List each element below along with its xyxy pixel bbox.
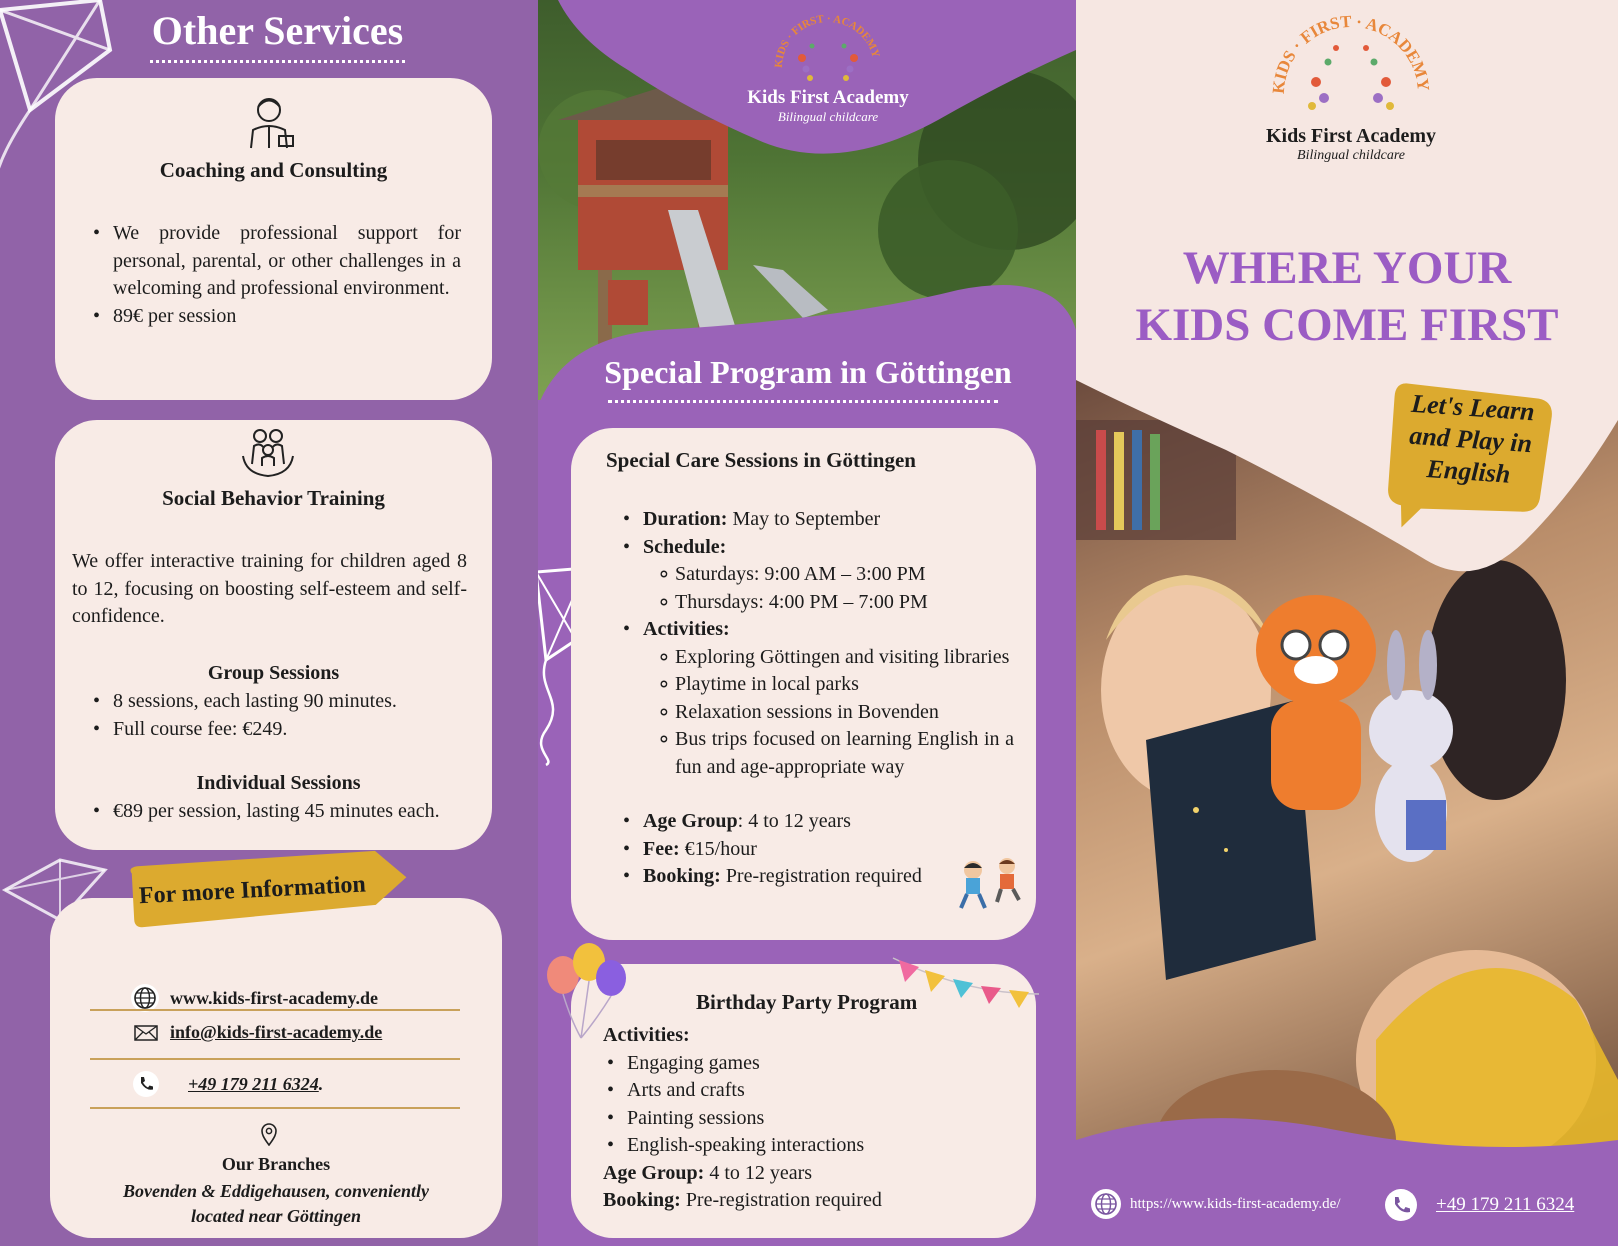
running-kids-icon: [951, 856, 1031, 916]
logo-rainbow-icon: [1266, 2, 1436, 122]
birthday-card: [571, 964, 1036, 1238]
booking-label: Booking:: [643, 865, 721, 887]
footer-blob-shape: [1076, 1110, 1618, 1246]
family-hands-icon: [240, 428, 296, 480]
logo-rainbow-icon: [768, 6, 888, 86]
birthday-booking-label: Booking:: [603, 1189, 681, 1211]
footer-phone-link[interactable]: +49 179 211 6324: [1436, 1194, 1575, 1215]
schedule-item: ∘ Saturdays: 9:00 AM – 3:00 PM: [655, 561, 1014, 589]
list-item: • €89 per session, lasting 45 minutes each.: [89, 798, 479, 826]
social-intro: We offer interactive training for children aged 8 to 12, focusing on boosting self-esteem and self-confidence.: [72, 550, 467, 627]
individual-sessions-title: Individual Sessions: [196, 772, 361, 794]
email-row: [134, 1022, 382, 1043]
globe-icon: [1090, 1188, 1122, 1220]
branches-title: Our Branches: [221, 1154, 331, 1174]
consultant-icon: [245, 92, 297, 150]
list-item: • Painting sessions: [603, 1105, 1023, 1133]
booking-value: Pre-registration required: [720, 865, 922, 887]
activity-item: ∘ Playtime in local parks: [655, 671, 1014, 699]
individual-sessions-list: [89, 798, 479, 826]
website-link[interactable]: www.kids-first-academy.de: [170, 987, 378, 1008]
group-sessions-list: [89, 688, 469, 743]
logo-arc-text: KIDS · FIRST · ACADEMY: [772, 12, 882, 69]
care-details-list: [619, 506, 1014, 891]
list-item: • We provide professional support for personal, parental, or other challenges in a welcoming and professional environment.: [89, 220, 461, 303]
phone-suffix: .: [318, 1073, 324, 1094]
age-label: Age Group: [643, 810, 738, 832]
divider: [90, 1107, 460, 1109]
birthday-booking-value: Pre-registration required: [680, 1189, 882, 1211]
list-item: [619, 808, 1014, 836]
logo-name: Kids First Academy: [747, 87, 909, 108]
group-sessions-title: Group Sessions: [207, 662, 340, 684]
phone-link[interactable]: +49 179 211 6324: [188, 1073, 319, 1094]
activities-list: [655, 644, 1014, 782]
middle-panel: [538, 0, 1076, 1246]
branches-text: [50, 1179, 502, 1229]
list-item: • 89€ per session: [89, 303, 461, 331]
logo-subtitle: Bilingual childcare: [777, 109, 879, 124]
coaching-card: [55, 78, 492, 400]
location-pin-icon: [260, 1122, 278, 1146]
fee-value: €15/hour: [679, 837, 757, 860]
coaching-title: Coaching and Consulting: [159, 158, 388, 182]
right-panel: [1076, 0, 1618, 1246]
logo-subtitle: Bilingual childcare: [1297, 148, 1405, 163]
birthday-activities-label: Activities:: [603, 1024, 690, 1046]
branches-line: located near Göttingen: [191, 1206, 361, 1226]
divider: [90, 1009, 460, 1011]
svg-text:KIDS · FIRST · ACADEMY: [1269, 12, 1433, 95]
birthday-booking: [603, 1187, 1023, 1215]
fee-label: Fee:: [643, 837, 680, 860]
social-title: Social Behavior Training: [162, 486, 385, 510]
list-item: • 8 sessions, each lasting 90 minutes.: [89, 688, 469, 716]
footer-url-row: [1090, 1188, 1341, 1220]
list-item: • Engaging games: [603, 1050, 1023, 1078]
info-tag: [123, 847, 411, 932]
schedule-item: ∘ Thursdays: 4:00 PM – 7:00 PM: [655, 589, 1014, 617]
headline-line: WHERE YOUR: [1182, 242, 1512, 294]
heading-underline: [608, 400, 998, 403]
contact-card: [50, 898, 502, 1238]
special-program-heading-wrap: [598, 352, 1018, 403]
bubble-line: English: [1425, 454, 1512, 489]
divider: [90, 1058, 460, 1060]
logo-name: Kids First Academy: [1266, 125, 1436, 147]
bubble-line: Let's Learn: [1410, 388, 1536, 427]
logo-arc-text: KIDS · FIRST · ACADEMY: [1268, 11, 1434, 95]
other-services-heading-wrap: [150, 8, 405, 63]
branches-line: Bovenden & Eddigehausen, conveniently: [123, 1181, 429, 1201]
svg-text:KIDS · FIRST · ACADEMY: [773, 13, 882, 68]
list-item: [619, 616, 1014, 781]
page-title: Other Services: [151, 8, 404, 53]
left-panel: [0, 0, 538, 1246]
birthday-age: [603, 1160, 1023, 1188]
list-item: • English-speaking interactions: [603, 1132, 1023, 1160]
headline-line: KIDS COME FIRST: [1135, 299, 1559, 351]
social-training-card: [55, 420, 492, 850]
phone-icon: [1384, 1188, 1418, 1222]
schedule-list: [655, 561, 1014, 616]
bubble-line: and Play in: [1408, 420, 1534, 459]
activities-label: Activities:: [643, 618, 730, 640]
activity-item: ∘ Bus trips focused on learning English in a fun and age-appropriate way: [655, 726, 1014, 781]
email-link[interactable]: info@kids-first-academy.de: [170, 1022, 383, 1042]
footer-website-link[interactable]: https://www.kids-first-academy.de/: [1130, 1195, 1341, 1212]
list-item: • Arts and crafts: [603, 1077, 1023, 1105]
bubble-text: [1383, 378, 1560, 494]
age-value: : 4 to 12 years: [737, 810, 851, 832]
heading-underline: [150, 60, 405, 63]
birthday-age-label: Age Group:: [603, 1161, 705, 1184]
birthday-activities-list: [603, 1050, 1023, 1160]
special-program-heading: Special Program in Göttingen: [604, 354, 1012, 390]
envelope-icon: [134, 1024, 158, 1042]
footer-phone-row: [1384, 1188, 1574, 1222]
birthday-age-value: 4 to 12 years: [704, 1161, 813, 1184]
schedule-label: Schedule:: [643, 535, 727, 558]
logo-right: [1226, 2, 1476, 164]
birthday-body: [603, 1022, 1023, 1215]
duration-label: Duration:: [643, 508, 728, 530]
birthday-title: Birthday Party Program: [696, 990, 918, 1014]
logo-middle: [708, 6, 948, 125]
activity-item: ∘ Exploring Göttingen and visiting libraries: [655, 644, 1014, 672]
duration-value: May to September: [727, 508, 881, 530]
care-sessions-card: [571, 428, 1036, 940]
coaching-bullets: [89, 220, 461, 330]
phone-icon: [132, 1070, 160, 1098]
speech-bubble: [1383, 378, 1560, 494]
phone-row: [132, 1070, 323, 1098]
list-item: [619, 534, 1014, 617]
list-item: • Full course fee: €249.: [89, 716, 469, 744]
list-item: [619, 506, 1014, 534]
info-tag-label: For more Information: [138, 870, 367, 909]
main-headline: [1076, 240, 1618, 354]
activity-item: ∘ Relaxation sessions in Bovenden: [655, 699, 1014, 727]
care-sessions-title: Special Care Sessions in Göttingen: [606, 448, 916, 472]
